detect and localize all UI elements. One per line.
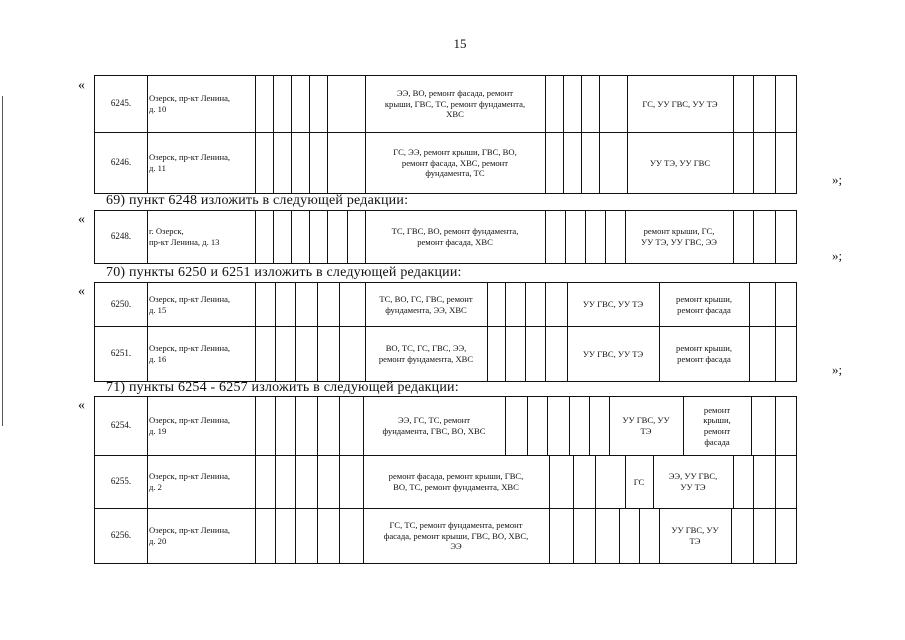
extra-line: крыши, (703, 415, 731, 426)
address-line: д. 10 (149, 104, 167, 114)
address-cell (149, 283, 253, 326)
works-cell (365, 76, 545, 132)
address-cell (149, 327, 253, 381)
works-line: ЭЭ, ГС, ТС, ремонт (397, 415, 470, 426)
close-mark: »; (832, 362, 843, 377)
address-line: Озерск, пр-кт Ленина, (149, 471, 231, 482)
extra-line: УУ ГВС, УУ (671, 525, 719, 536)
extra-line: УУ ТЭ, УУ ГВС (649, 157, 711, 168)
table-block-2 (94, 210, 797, 264)
address-cell (149, 76, 253, 132)
address-line: Озерск, пр-кт Ленина, (149, 93, 231, 104)
extra-line: ЭЭ, УУ ГВС, (668, 471, 718, 482)
works-line: ЭЭ (450, 541, 462, 552)
works-line: фундамента, ТС (425, 168, 485, 179)
works-cell (363, 456, 549, 508)
address-line: д. 20 (149, 536, 167, 546)
table-row (95, 283, 796, 327)
works-line: ГС, ТС, ремонт фундамента, ремонт (389, 519, 523, 530)
extra-line: ремонт фасада (677, 304, 731, 315)
table-row (95, 397, 796, 456)
open-quote: « (78, 78, 85, 93)
gs-cell (625, 456, 653, 508)
address-line: Озерск, пр-кт Ленина, (149, 343, 231, 354)
address-cell (149, 211, 253, 263)
row-number: 6245. (110, 98, 132, 109)
works-line: фундамента, ЭЭ, ХВС (385, 304, 467, 315)
close-mark: »; (832, 248, 843, 263)
address-cell (149, 509, 253, 563)
extra-line: ремонт (703, 404, 731, 415)
works-cell (363, 509, 549, 563)
extra-line: ремонт (703, 426, 731, 436)
meter-cell (567, 283, 659, 326)
meter-line: ТЭ (640, 426, 652, 436)
extra-works-cell (627, 76, 733, 132)
table-row (95, 133, 796, 194)
meter-cell (567, 327, 659, 381)
address-line: д. 15 (149, 304, 167, 315)
table-block-3 (94, 282, 797, 382)
works-line: ТС, ГВС, ВО, ремонт фундамента, (391, 226, 519, 237)
address-line: Озерск, пр-кт Ленина, (149, 293, 231, 304)
row-number: 6248. (110, 231, 132, 242)
address-cell (149, 456, 253, 508)
extra-line: ремонт крыши, ГС, (643, 226, 715, 237)
extra-works-cell (659, 327, 749, 381)
works-line: ХВС (446, 109, 464, 120)
address-line: Озерск, пр-кт Ленина, (149, 415, 231, 426)
extra-works-cell (625, 211, 733, 263)
works-line: ремонт фундамента, ХВС (378, 354, 474, 364)
works-line: ЭЭ, ВО, ремонт фасада, ремонт (396, 87, 513, 98)
page-number: 15 (453, 36, 467, 51)
works-line: фасада, ремонт крыши, ГВС, ВО, ХВС, (383, 530, 529, 541)
works-line: ТС, ВО, ГС, ГВС, ремонт (379, 293, 473, 304)
extra-works-cell (659, 509, 731, 563)
address-line: д. 19 (149, 426, 167, 436)
extra-line: ремонт крыши, (676, 293, 732, 304)
table-row (95, 211, 796, 264)
address-line: г. Озерск, (149, 226, 184, 237)
section-heading-70: 70) пункты 6250 и 6251 изложить в следующей редакции: (106, 265, 462, 280)
works-cell (365, 133, 545, 193)
page-edge-line (2, 96, 3, 426)
extra-works-cell (627, 133, 733, 193)
works-line: ГС, ЭЭ, ремонт крыши, ГВС, ВО, (393, 146, 517, 157)
meter-line: УУ ГВС, УУ ТЭ (582, 348, 644, 359)
table-block-1 (94, 75, 797, 194)
extra-works-cell (653, 456, 733, 508)
section-heading-69: 69) пункт 6248 изложить в следующей редакции: (106, 193, 409, 208)
extra-line: фасада (704, 436, 730, 447)
extra-line: УУ ТЭ, УУ ГВС, ЭЭ (641, 237, 717, 247)
address-line: Озерск, пр-кт Ленина, (149, 152, 231, 163)
table-row (95, 327, 796, 382)
address-cell (149, 397, 253, 455)
address-line: д. 11 (149, 163, 166, 173)
section-heading-71: 71) пункты 6254 - 6257 изложить в следующей редакции: (106, 380, 459, 395)
extra-line: ГС, УУ ГВС, УУ ТЭ (642, 98, 718, 109)
meter-line: УУ ГВС, УУ (622, 415, 670, 426)
address-line: д. 2 (149, 482, 162, 492)
table-row (95, 509, 796, 564)
extra-line: ремонт крыши, (676, 343, 732, 354)
extra-line: ремонт фасада (677, 354, 731, 364)
row-number: 6255. (110, 476, 132, 487)
close-mark: »; (832, 172, 843, 187)
works-cell (365, 327, 487, 381)
address-cell (149, 133, 253, 193)
table-row (95, 76, 796, 133)
open-quote: « (78, 284, 85, 299)
address-line: д. 16 (149, 354, 167, 364)
works-cell (363, 397, 505, 455)
open-quote: « (78, 212, 85, 227)
gs-line: ГС (633, 476, 645, 487)
works-line: фундамента, ГВС, ВО, ХВС (382, 426, 486, 436)
row-number: 6256. (110, 530, 132, 541)
works-line: ВО, ТС, ремонт фундамента, ХВС (393, 482, 519, 492)
works-cell (365, 211, 545, 263)
address-line: пр-кт Ленина, д. 13 (149, 237, 220, 247)
extra-line: ТЭ (689, 536, 701, 546)
table-block-4 (94, 396, 797, 564)
row-number: 6251. (110, 348, 132, 359)
open-quote: « (78, 398, 85, 413)
row-number: 6246. (110, 157, 132, 168)
meter-line: УУ ГВС, УУ ТЭ (582, 299, 644, 310)
meter-cell (609, 397, 683, 455)
works-line: ремонт фасада, ХВС, ремонт (401, 157, 509, 168)
extra-works-cell (659, 283, 749, 326)
address-line: Озерск, пр-кт Ленина, (149, 525, 231, 536)
works-cell (365, 283, 487, 326)
extra-works-cell (683, 397, 751, 455)
works-line: крыши, ГВС, ТС, ремонт фундамента, (384, 98, 526, 109)
extra-line: УУ ТЭ (680, 482, 706, 492)
row-number: 6254. (110, 420, 132, 431)
works-line: ремонт фасада, ремонт крыши, ГВС, (388, 471, 524, 482)
table-row (95, 456, 796, 509)
works-line: ремонт фасада, ХВС (417, 237, 493, 247)
works-line: ВО, ТС, ГС, ГВС, ЭЭ, (385, 343, 467, 354)
row-number: 6250. (110, 298, 132, 309)
